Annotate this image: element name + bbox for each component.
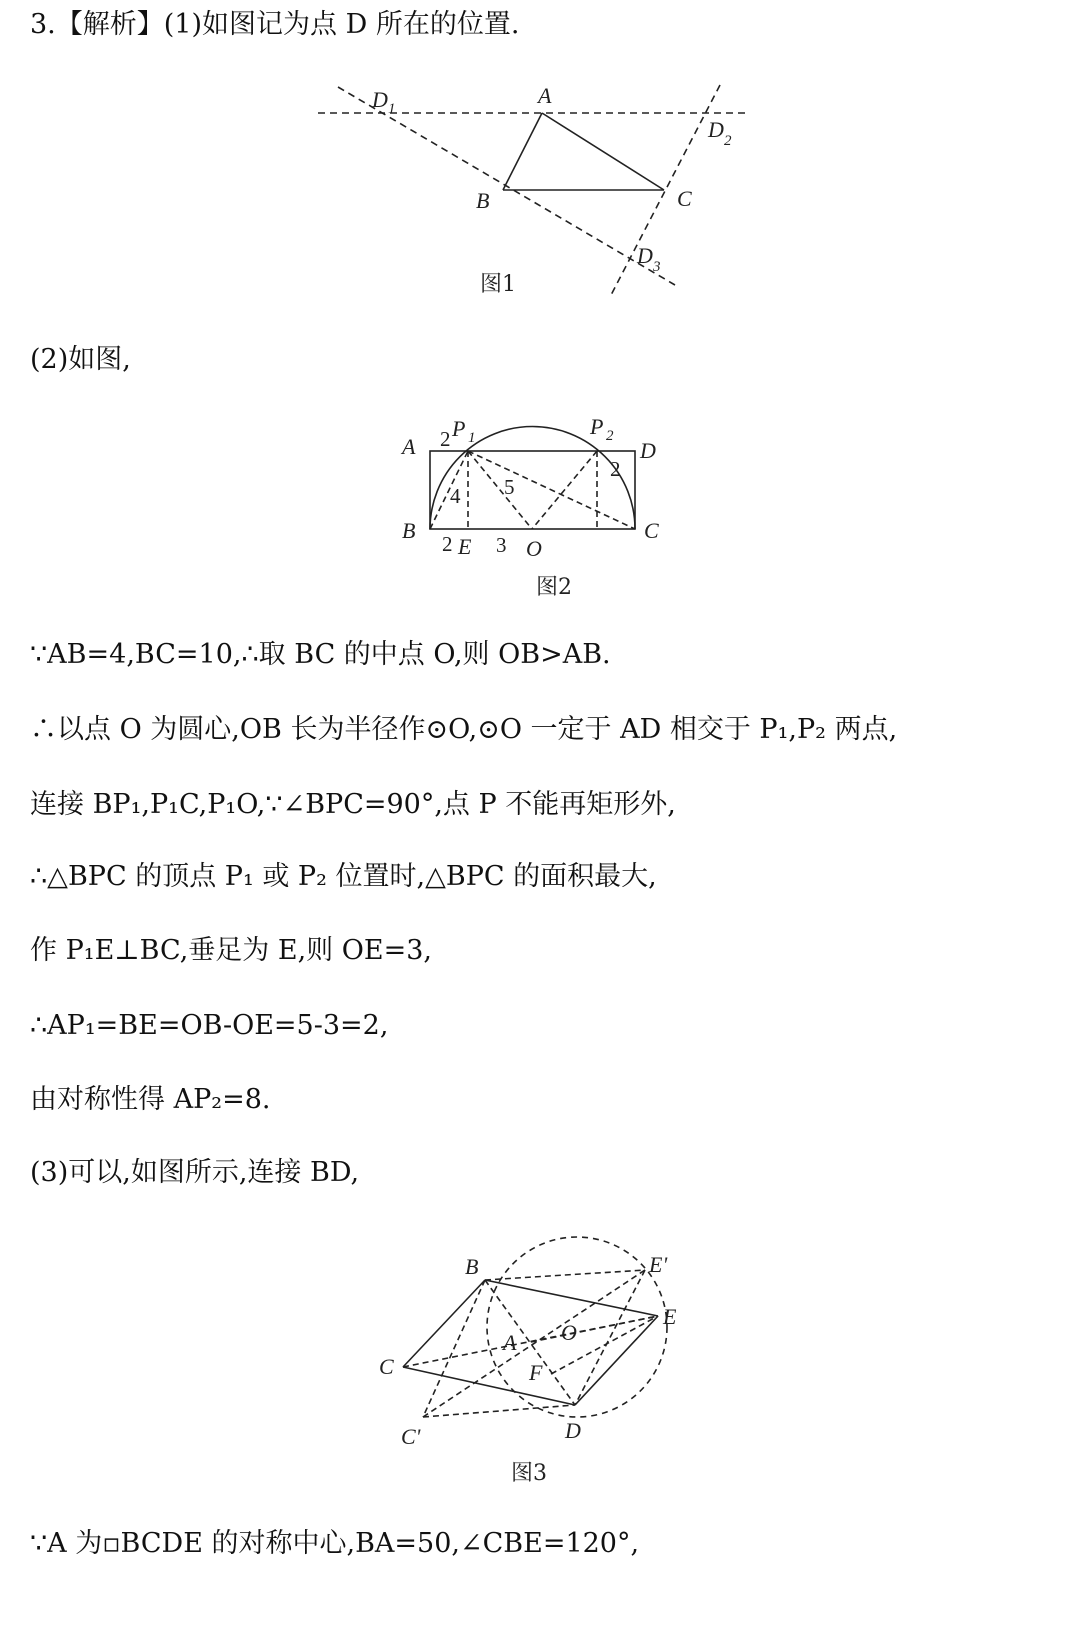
fig2-number-be: 2 (442, 532, 453, 556)
fig3-segment-c1d (423, 1405, 575, 1417)
fig2-number-p1e: 4 (450, 484, 461, 508)
fig3-caption: 图3 (511, 1461, 547, 1486)
fig2-number-p1o: 5 (504, 475, 515, 499)
fig3-segment-e1d (575, 1270, 645, 1405)
fig1-caption: 图1 (480, 272, 516, 297)
fig2-label-o: O (526, 536, 542, 561)
figure-2 (390, 408, 690, 608)
fig3-segment-c1e1 (423, 1270, 645, 1417)
fig1-label-d3: D (637, 243, 653, 268)
fig1-label-a: A (538, 83, 552, 108)
fig1-label-c: C (677, 186, 692, 211)
text-line-2: (2)如图, (30, 344, 131, 375)
fig3-label-b: B (465, 1254, 479, 1279)
fig2-number-p2d: 2 (610, 457, 621, 481)
fig2-label-p1: P (452, 416, 466, 441)
fig2-label-c: C (644, 518, 659, 543)
figure-3 (365, 1232, 705, 1492)
fig2-segment-bp1 (430, 451, 468, 529)
text-line-8: ∴AP₁=BE=OB-OE=5-3=2, (30, 1010, 389, 1041)
figure-2-svg (390, 408, 690, 608)
fig3-segment-be1 (485, 1270, 645, 1280)
text-line-1: 3.【解析】(1)如图记为点 D 所在的位置. (30, 9, 520, 40)
fig2-label-p1-sub: 1 (468, 430, 476, 446)
figure-1-svg (300, 75, 780, 315)
fig2-label-a: A (402, 434, 416, 459)
fig2-number-ap1: 2 (440, 427, 451, 451)
fig3-segment-de (575, 1316, 658, 1405)
fig3-segment-cd (403, 1367, 575, 1405)
fig1-label-b: B (476, 188, 490, 213)
fig1-segment-ab (503, 113, 542, 190)
fig2-number-eo: 3 (496, 533, 507, 557)
text-line-5: 连接 BP₁,P₁C,P₁O,∵∠BPC=90°,点 P 不能再矩形外, (30, 789, 676, 820)
fig3-label-c-prime: C' (401, 1424, 421, 1449)
fig2-label-e: E (458, 534, 472, 559)
fig2-caption: 图2 (536, 575, 572, 600)
fig3-label-o: O (561, 1320, 577, 1345)
fig3-label-a: A (503, 1330, 517, 1355)
figure-1 (300, 75, 780, 315)
fig3-segment-eb (485, 1280, 658, 1316)
fig3-segment-ae (531, 1316, 658, 1342)
text-line-10: (3)可以,如图所示,连接 BD, (30, 1157, 360, 1188)
text-line-9: 由对称性得 AP₂=8. (30, 1084, 271, 1115)
fig3-label-e-prime: E' (649, 1252, 668, 1277)
fig3-label-d: D (565, 1418, 581, 1443)
fig1-dashed-line-d2-d3 (610, 85, 720, 297)
fig3-label-c: C (379, 1354, 394, 1379)
fig1-label-d1-sub: 1 (388, 101, 396, 117)
text-line-3: ∵AB=4,BC=10,∴取 BC 的中点 O,则 OB>AB. (30, 639, 611, 670)
fig3-segment-bc1 (423, 1280, 485, 1417)
fig3-segment-bc (403, 1280, 485, 1367)
fig2-label-p2: P (590, 414, 604, 439)
fig3-circle (487, 1237, 667, 1417)
fig1-label-d2-sub: 2 (724, 133, 732, 149)
fig1-label-d1: D (372, 87, 388, 112)
text-line-7: 作 P₁E⊥BC,垂足为 E,则 OE=3, (30, 935, 432, 966)
fig2-label-b: B (402, 518, 416, 543)
fig2-segment-p2o (532, 451, 597, 529)
fig3-label-f: F (529, 1360, 543, 1385)
fig2-semicircle (430, 427, 635, 530)
fig1-segment-ac (542, 113, 664, 190)
figure-3-svg (365, 1232, 705, 1492)
text-line-6: ∴△BPC 的顶点 P₁ 或 P₂ 位置时,△BPC 的面积最大, (30, 861, 657, 892)
text-line-11: ∵A 为▫BCDE 的对称中心,BA=50,∠CBE=120°, (30, 1528, 640, 1559)
fig1-label-d3-sub: 3 (653, 259, 661, 275)
fig2-label-d: D (640, 438, 656, 463)
fig2-rectangle-abcd (430, 451, 635, 529)
fig1-label-d2: D (708, 117, 724, 142)
fig3-label-e: E (663, 1304, 677, 1329)
text-line-4: ∴以点 O 为圆心,OB 长为半径作⊙O,⊙O 一定于 AD 相交于 P₁,P₂ 两点, (30, 714, 898, 745)
fig2-segment-p1o (468, 451, 532, 529)
fig2-label-p2-sub: 2 (606, 428, 614, 444)
